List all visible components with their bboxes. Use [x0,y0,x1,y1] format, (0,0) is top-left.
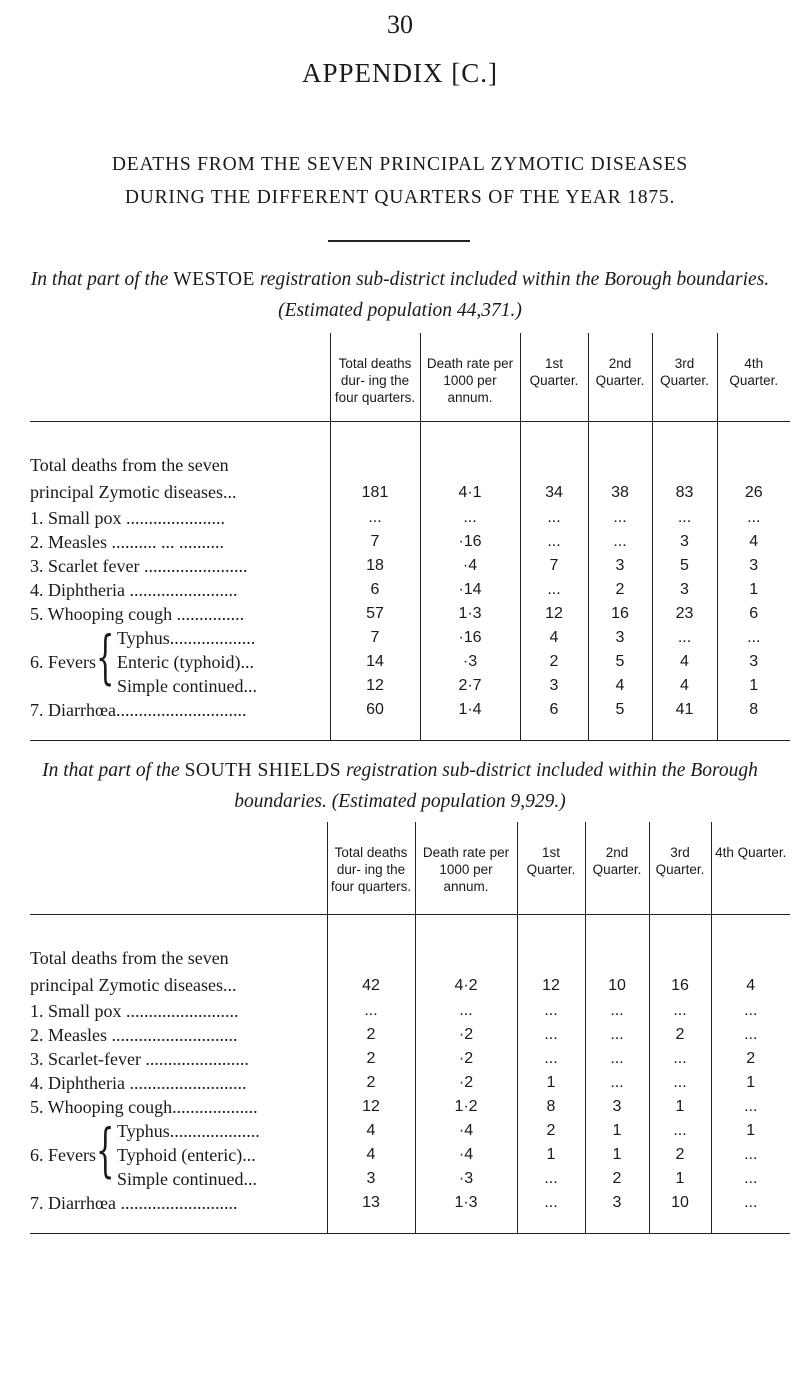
header-q1: 1st Quarter. [520,333,588,421]
table-row [30,506,790,530]
table-row [30,1143,790,1167]
row-value: 3 [585,1191,649,1215]
row-value: ... [330,506,420,530]
total-value: 4 [711,929,790,999]
spacer-cell [30,1215,327,1234]
row-value: 1 [717,674,790,698]
row-label-cell [30,554,330,578]
row-value: 23 [652,602,717,626]
row-label-cell [30,1071,327,1095]
row-value: 2 [711,1047,790,1071]
table-row [30,1047,790,1071]
spacer-cell [420,421,520,436]
section2-district: SOUTH SHIELDS [184,760,342,781]
total-value: 26 [717,436,790,506]
row-value: ... [520,530,588,554]
row-value: 8 [717,698,790,722]
row-value: 8 [517,1095,585,1119]
section1-rest: registration sub-district included within the Borough boundaries. (Estimated population 44,371.) [259,269,770,321]
row-value: ... [717,506,790,530]
row-value: 57 [330,602,420,626]
spacer-cell [649,914,711,929]
row-value: 5 [588,650,652,674]
header-total-deaths: Total deaths dur- ing the four quarters. [330,333,420,421]
table-row [30,1071,790,1095]
header-q4: 4th Quarter. [711,822,790,914]
table-row [30,1167,790,1191]
row-value: 3 [327,1167,415,1191]
row-value: 2 [649,1143,711,1167]
row-value: 13 [327,1191,415,1215]
row-label: 2. Measles .......... ... .......... [30,531,224,552]
row-value: 2 [517,1119,585,1143]
row-value: ... [585,1047,649,1071]
row-value: ... [711,1191,790,1215]
total-label-line-2: principal Zymotic diseases... [30,974,237,995]
row-value: ... [585,999,649,1023]
brace-glyph: { [96,622,115,691]
row-value: 14 [330,650,420,674]
total-value: 42 [327,929,415,999]
row-label: 7. Diarrhœa............................. [30,699,247,720]
divider-rule [328,240,470,242]
row-label-cell [30,506,330,530]
total-value: 83 [652,436,717,506]
row-value: ... [585,1071,649,1095]
total-value: 34 [520,436,588,506]
row-label-cell [30,1095,327,1119]
row-value: 4 [717,530,790,554]
table-row [30,1191,790,1215]
heading-line-1: DEATHS FROM THE SEVEN PRINCIPAL ZYMOTIC DISEASES [111,154,689,175]
total-value: 12 [517,929,585,999]
row-label: 2. Measles ............................ [30,1024,238,1045]
total-label-cell [30,929,327,999]
row-value: 4 [652,674,717,698]
header-q3: 3rd Quarter. [652,333,717,421]
row-value: 2 [327,1047,415,1071]
row-value: 1 [711,1119,790,1143]
row-value: 5 [652,554,717,578]
row-value: ... [517,1023,585,1047]
row-value: 2 [649,1023,711,1047]
table-row [30,1023,790,1047]
total-value: 4·2 [415,929,517,999]
row-value: 6 [330,578,420,602]
table-row [30,554,790,578]
table-row [30,698,790,722]
total-value: 16 [649,929,711,999]
row-value: 12 [520,602,588,626]
spacer-cell [30,914,327,929]
spacer-cell [585,1215,649,1234]
header-q2: 2nd Quarter. [588,333,652,421]
spacer-cell [30,722,330,741]
fevers-label: 6. Fevers [30,1144,96,1165]
row-value: 60 [330,698,420,722]
row-value: ... [327,999,415,1023]
row-value: 3 [520,674,588,698]
fever-subtype-label: Typhoid (enteric)... [117,1144,256,1165]
spacer-cell [652,722,717,741]
row-value: 3 [717,650,790,674]
row-value: ... [711,1143,790,1167]
spacer-cell [520,722,588,741]
row-value: ... [588,506,652,530]
row-value: 2 [327,1023,415,1047]
spacer-cell [649,1215,711,1234]
bottom-spacer-row [30,1215,790,1234]
row-label: 4. Diphtheria ........................ [30,579,238,600]
row-value: ... [649,1071,711,1095]
section2-intro: In that part of the [42,760,180,781]
fever-subtype-label: Typhus.................... [117,1120,260,1141]
corner-header [30,333,330,421]
fever-subtype-label: Simple continued... [117,1168,257,1189]
row-label-cell [30,1119,327,1143]
total-value: 38 [588,436,652,506]
row-value: 12 [330,674,420,698]
spacer-cell [415,914,517,929]
row-value: 1 [649,1095,711,1119]
table-row [30,650,790,674]
row-value: ... [711,1095,790,1119]
row-value: 3 [652,578,717,602]
row-value: 2·7 [420,674,520,698]
row-value: ·2 [415,1047,517,1071]
row-value: 1 [711,1071,790,1095]
row-value: 12 [327,1095,415,1119]
row-value: ... [711,1023,790,1047]
row-value: ... [415,999,517,1023]
spacer-cell [652,421,717,436]
section2-body [30,914,790,1233]
table-row [30,530,790,554]
spacer-cell [327,1215,415,1234]
row-label-cell [30,674,330,698]
table-row [30,578,790,602]
brace-glyph: { [96,1115,115,1184]
header-q1: 1st Quarter. [517,822,585,914]
spacer-cell [517,1215,585,1234]
total-value: 10 [585,929,649,999]
row-value: ... [717,626,790,650]
row-label-cell [30,1191,327,1215]
row-value: ... [517,1167,585,1191]
header-q4: 4th Quarter. [717,333,790,421]
row-value: ·3 [415,1167,517,1191]
row-label-cell [30,1167,327,1191]
main-heading [30,148,770,214]
page-number: 30 [387,10,413,39]
row-value: 18 [330,554,420,578]
row-label: 5. Whooping cough................... [30,1096,258,1117]
row-value: ·4 [415,1119,517,1143]
row-label-cell [30,626,330,650]
row-value: 1 [517,1071,585,1095]
section2-rest: registration sub-district included within the Borough boundaries. (Estimated population 9,929.) [234,760,758,812]
row-value: 6 [717,602,790,626]
row-value: 4 [520,626,588,650]
row-label-cell [30,999,327,1023]
row-label: 1. Small pox ......................... [30,1000,239,1021]
row-value: ... [585,1023,649,1047]
row-value: 2 [520,650,588,674]
row-value: ·4 [415,1143,517,1167]
spacer-cell [415,1215,517,1234]
row-value: 4 [588,674,652,698]
row-value: 3 [588,626,652,650]
row-value: 3 [652,530,717,554]
fever-subtype-label: Typhus................... [117,627,256,648]
row-value: ... [517,999,585,1023]
row-value: 2 [588,578,652,602]
row-value: 2 [585,1167,649,1191]
row-value: ... [588,530,652,554]
row-value: ... [711,999,790,1023]
fever-subtype-label: Simple continued... [117,675,257,696]
total-label-line-1: Total deaths from the seven [30,454,229,475]
section2-subtitle [28,755,772,817]
row-value: ... [517,1047,585,1071]
spacer-row [30,914,790,929]
row-value: 1·4 [420,698,520,722]
bottom-spacer-row [30,722,790,741]
spacer-cell [330,722,420,741]
row-value: ·16 [420,626,520,650]
section1-subtitle [28,264,772,326]
row-label: 7. Diarrhœa .......................... [30,1192,238,1213]
spacer-cell [711,1215,790,1234]
spacer-cell [717,421,790,436]
appendix-title: APPENDIX [C.] [301,58,498,88]
header-death-rate: Death rate per 1000 per annum. [420,333,520,421]
spacer-cell [30,421,330,436]
section2-table [30,822,790,1234]
row-label: 3. Scarlet-fever ....................... [30,1048,249,1069]
row-label-cell [30,1023,327,1047]
spacer-cell [588,722,652,741]
row-value: 1·3 [420,602,520,626]
fevers-label: 6. Fevers [30,651,96,672]
heading-line-2: DURING THE DIFFERENT QUARTERS OF THE YEAR 1875. [124,187,676,208]
spacer-cell [517,914,585,929]
row-value: 6 [520,698,588,722]
spacer-cell [585,914,649,929]
row-value: 1 [717,578,790,602]
corner-header [30,822,327,914]
row-value: ... [652,626,717,650]
row-value: 3 [585,1095,649,1119]
row-value: ... [520,506,588,530]
row-value: 16 [588,602,652,626]
row-value: 3 [717,554,790,578]
spacer-cell [717,722,790,741]
section1-body [30,421,790,740]
row-value: 5 [588,698,652,722]
row-value: ... [517,1191,585,1215]
row-label: 3. Scarlet fever ....................... [30,555,248,576]
spacer-cell [327,914,415,929]
row-value: 4 [327,1119,415,1143]
total-label-cell [30,436,330,506]
row-value: ·2 [415,1023,517,1047]
table-row [30,674,790,698]
row-value: 4 [652,650,717,674]
row-label-cell [30,578,330,602]
row-label-cell [30,530,330,554]
row-value: 1 [585,1143,649,1167]
row-value: ·16 [420,530,520,554]
row-value: 7 [330,530,420,554]
row-value: ... [649,1119,711,1143]
row-value: ... [652,506,717,530]
row-value: ·4 [420,554,520,578]
row-value: ·14 [420,578,520,602]
row-value: ·3 [420,650,520,674]
fever-subtype-label: Enteric (typhoid)... [117,651,254,672]
row-value: ... [649,999,711,1023]
row-value: 41 [652,698,717,722]
spacer-cell [520,421,588,436]
row-label-cell [30,602,330,626]
row-label-cell [30,1047,327,1071]
row-value: 10 [649,1191,711,1215]
row-value: 1 [585,1119,649,1143]
row-value: 4 [327,1143,415,1167]
table-row [30,602,790,626]
row-value: 1·2 [415,1095,517,1119]
table-row [30,626,790,650]
row-value: 1 [649,1167,711,1191]
row-value: 1·3 [415,1191,517,1215]
table-row [30,999,790,1023]
row-label: 1. Small pox ...................... [30,507,226,528]
row-label: 5. Whooping cough ............... [30,603,245,624]
row-value: ... [649,1047,711,1071]
row-value: ... [420,506,520,530]
row-value: 2 [327,1071,415,1095]
row-value: 7 [520,554,588,578]
spacer-cell [420,722,520,741]
row-value: 3 [588,554,652,578]
spacer-cell [711,914,790,929]
spacer-cell [330,421,420,436]
section1-intro: In that part of the [30,269,169,290]
total-row [30,436,790,506]
total-label-line-2: principal Zymotic diseases... [30,481,237,502]
section1-table [30,333,790,741]
row-value: ... [520,578,588,602]
row-value: 1 [517,1143,585,1167]
total-value: 181 [330,436,420,506]
header-q2: 2nd Quarter. [585,822,649,914]
table-row [30,1095,790,1119]
total-label-line-1: Total deaths from the seven [30,947,229,968]
table-row [30,1119,790,1143]
total-row [30,929,790,999]
row-value: 7 [330,626,420,650]
spacer-row [30,421,790,436]
row-label: 4. Diphtheria .......................... [30,1072,247,1093]
row-label-cell [30,698,330,722]
row-value: ·2 [415,1071,517,1095]
header-total-deaths: Total deaths dur- ing the four quarters. [327,822,415,914]
section1-district: WESTOE [173,269,255,290]
header-death-rate: Death rate per 1000 per annum. [415,822,517,914]
header-q3: 3rd Quarter. [649,822,711,914]
spacer-cell [588,421,652,436]
row-value: ... [711,1167,790,1191]
total-value: 4·1 [420,436,520,506]
